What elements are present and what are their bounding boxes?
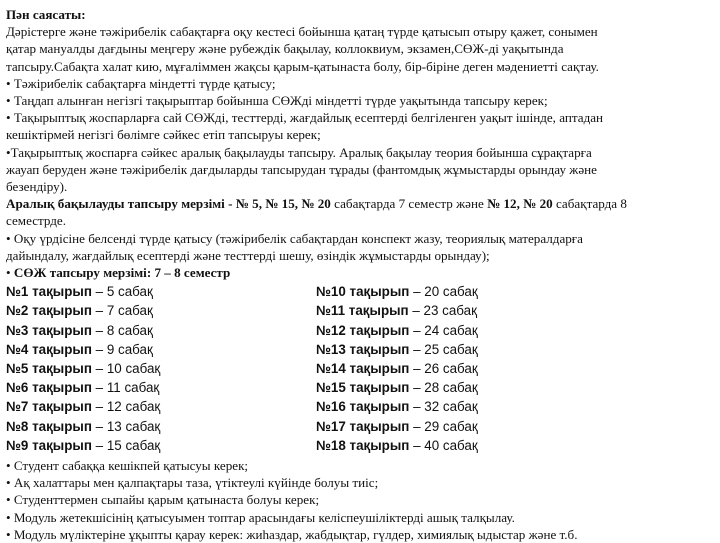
topic-entry: [316, 282, 616, 301]
topic-entry: [316, 359, 616, 378]
midterm-text: сабақтарда 8: [552, 196, 627, 212]
topic-entry: [6, 282, 316, 301]
topic-number: №9 тақырып: [6, 437, 92, 453]
topic-entry: [316, 417, 616, 436]
topic-number: №5 тақырып: [6, 361, 92, 377]
topic-lesson: – 11 сабақ: [91, 380, 160, 396]
topic-entry: [6, 340, 316, 359]
srs-deadline-label: СӨЖ тапсыру мерзімі: 7 – 8 семестр: [13, 265, 231, 281]
rule-line: • Тақырыптық жоспарларға сай СӨЖді, тесттерді, жағдайлық есептерді белгіленген уақыт ішінде, аптадан: [6, 110, 604, 126]
page-title: Пән саясаты:: [6, 7, 86, 22]
rule-line: • Тәжірибелік сабақтарға міндетті түрде қатысу;: [6, 75, 276, 91]
midterm-deadline: [6, 195, 702, 212]
topic-lesson: – 7 сабақ: [91, 303, 153, 319]
topic-number: №16 тақырып: [316, 399, 410, 415]
topic-lesson: – 10 сабақ: [91, 361, 161, 377]
midterm-label: Аралық бақылауды тапсыру мерзімі - № 5, № 15, № 20: [6, 196, 331, 212]
topic-number: №2 тақырып: [6, 303, 92, 319]
topic-number: №14 тақырып: [316, 361, 410, 377]
topic-lesson: – 29 сабақ: [409, 418, 478, 434]
topic-entry: [316, 301, 616, 320]
topics-table: [6, 282, 702, 455]
rule-line: безендіру).: [6, 179, 68, 195]
topic-number: №10 тақырып: [316, 284, 410, 300]
topic-entry: [6, 378, 316, 397]
bullet: •: [6, 265, 14, 281]
topic-lesson: – 25 сабақ: [409, 341, 478, 357]
midterm-lessons: № 12, № 20: [487, 196, 553, 212]
closing-rule: • Ақ халаттары мен қалпақтары таза, үтіктеулі күйінде болуы тиіс;: [6, 475, 379, 491]
topic-number: №17 тақырып: [316, 418, 410, 434]
midterm-deadline-cont: семестрде.: [6, 213, 67, 229]
topic-lesson: – 24 сабақ: [409, 322, 478, 338]
rule-line: дайындалу, жағдайлық есептерді және тесттерді шешу, өзіндік жұмыстарды орындау);: [6, 247, 490, 263]
midterm-text: сабақтарда 7 семестр және: [330, 196, 488, 212]
topic-lesson: – 40 сабақ: [409, 437, 478, 453]
topic-lesson: – 9 сабақ: [91, 341, 153, 357]
topic-lesson: – 32 сабақ: [409, 399, 478, 415]
topic-number: №11 тақырып: [316, 303, 409, 319]
topic-entry: [6, 397, 316, 416]
topic-entry: [316, 436, 616, 455]
topic-number: №8 тақырып: [6, 418, 92, 434]
topic-lesson: – 28 сабақ: [409, 380, 478, 396]
intro-line: Дәрістерге және тәжірибелік сабақтарға оқу кестесі бойынша қатаң түрде қатысып отыру қажет, сонымен: [6, 24, 598, 40]
rule-line: кешіктірмей негізгі бөлімге сәйкес етіп тапсыруы керек;: [6, 127, 321, 143]
topic-lesson: – 12 сабақ: [91, 399, 161, 415]
closing-rule: • Модуль жетекшісінің қатысуымен топтар арасындағы келіспеушіліктерді ашық талқылау.: [6, 509, 515, 525]
rule-line: •Тақырыптық жоспарға сәйкес аралық бақылауды тапсыру. Аралық бақылау теория бойынша сұрақтарға: [6, 144, 592, 160]
topic-entry: [316, 397, 616, 416]
topic-entry: [6, 359, 316, 378]
rule-line: • Таңдап алынған негізгі тақырыптар бойынша СӨЖді міндетті түрде уақытында тапсыру керек;: [6, 93, 548, 109]
topic-lesson: – 20 сабақ: [409, 284, 478, 300]
intro-line: қатар мануалды дағдыны меңгеру және рубеждік бақылау, коллоквиум, экзамен,СӨЖ-ді уақытында: [6, 41, 564, 57]
srs-deadline: [6, 264, 702, 281]
topic-lesson: – 15 сабақ: [91, 437, 161, 453]
topic-number: №1 тақырып: [6, 284, 92, 300]
closing-rule: • Студент сабаққа кешікпей қатысуы керек;: [6, 458, 249, 474]
topic-number: №12 тақырып: [316, 322, 410, 338]
topic-number: №4 тақырып: [6, 341, 92, 357]
topic-entry: [6, 417, 316, 436]
closing-rule: • Модуль мүліктеріне ұқыпты қарау керек: жиһаздар, жабдықтар, гүлдер, химиялық ыдыстар және т.б.: [6, 526, 578, 542]
topic-lesson: – 26 сабақ: [409, 361, 478, 377]
topic-entry: [6, 321, 316, 340]
topic-entry: [316, 340, 616, 359]
topic-lesson: – 23 сабақ: [408, 303, 477, 319]
topic-number: №6 тақырып: [6, 380, 92, 396]
topic-number: №7 тақырып: [6, 399, 92, 415]
intro-line: тапсыру.Сабақта халат кию, мұғаліммен жақсы қарым-қатынаста болу, бір-біріне деген мәдениетті сақтау.: [6, 58, 599, 74]
rule-line: жауап беруден және тәжірибелік дағдыларды тапсырудан тұрады (фантомдық жұмыстарды орындау және: [6, 161, 597, 177]
topic-number: №3 тақырып: [6, 322, 92, 338]
topic-number: №18 тақырып: [316, 437, 410, 453]
topic-entry: [6, 436, 316, 455]
topic-lesson: – 13 сабақ: [91, 418, 161, 434]
topic-entry: [316, 321, 616, 340]
topic-entry: [6, 301, 316, 320]
topic-entry: [316, 378, 616, 397]
rule-line: • Оқу үрдісіне белсенді түрде қатысу (тәжірибелік сабақтардан конспект жазу, теориялық матералдарға: [6, 230, 583, 246]
topic-lesson: – 5 сабақ: [91, 284, 153, 300]
closing-rule: • Студенттермен сыпайы қарым қатынаста болуы керек;: [6, 492, 320, 508]
topic-lesson: – 8 сабақ: [91, 322, 153, 338]
topic-number: №15 тақырып: [316, 380, 410, 396]
topic-number: №13 тақырып: [316, 341, 410, 357]
